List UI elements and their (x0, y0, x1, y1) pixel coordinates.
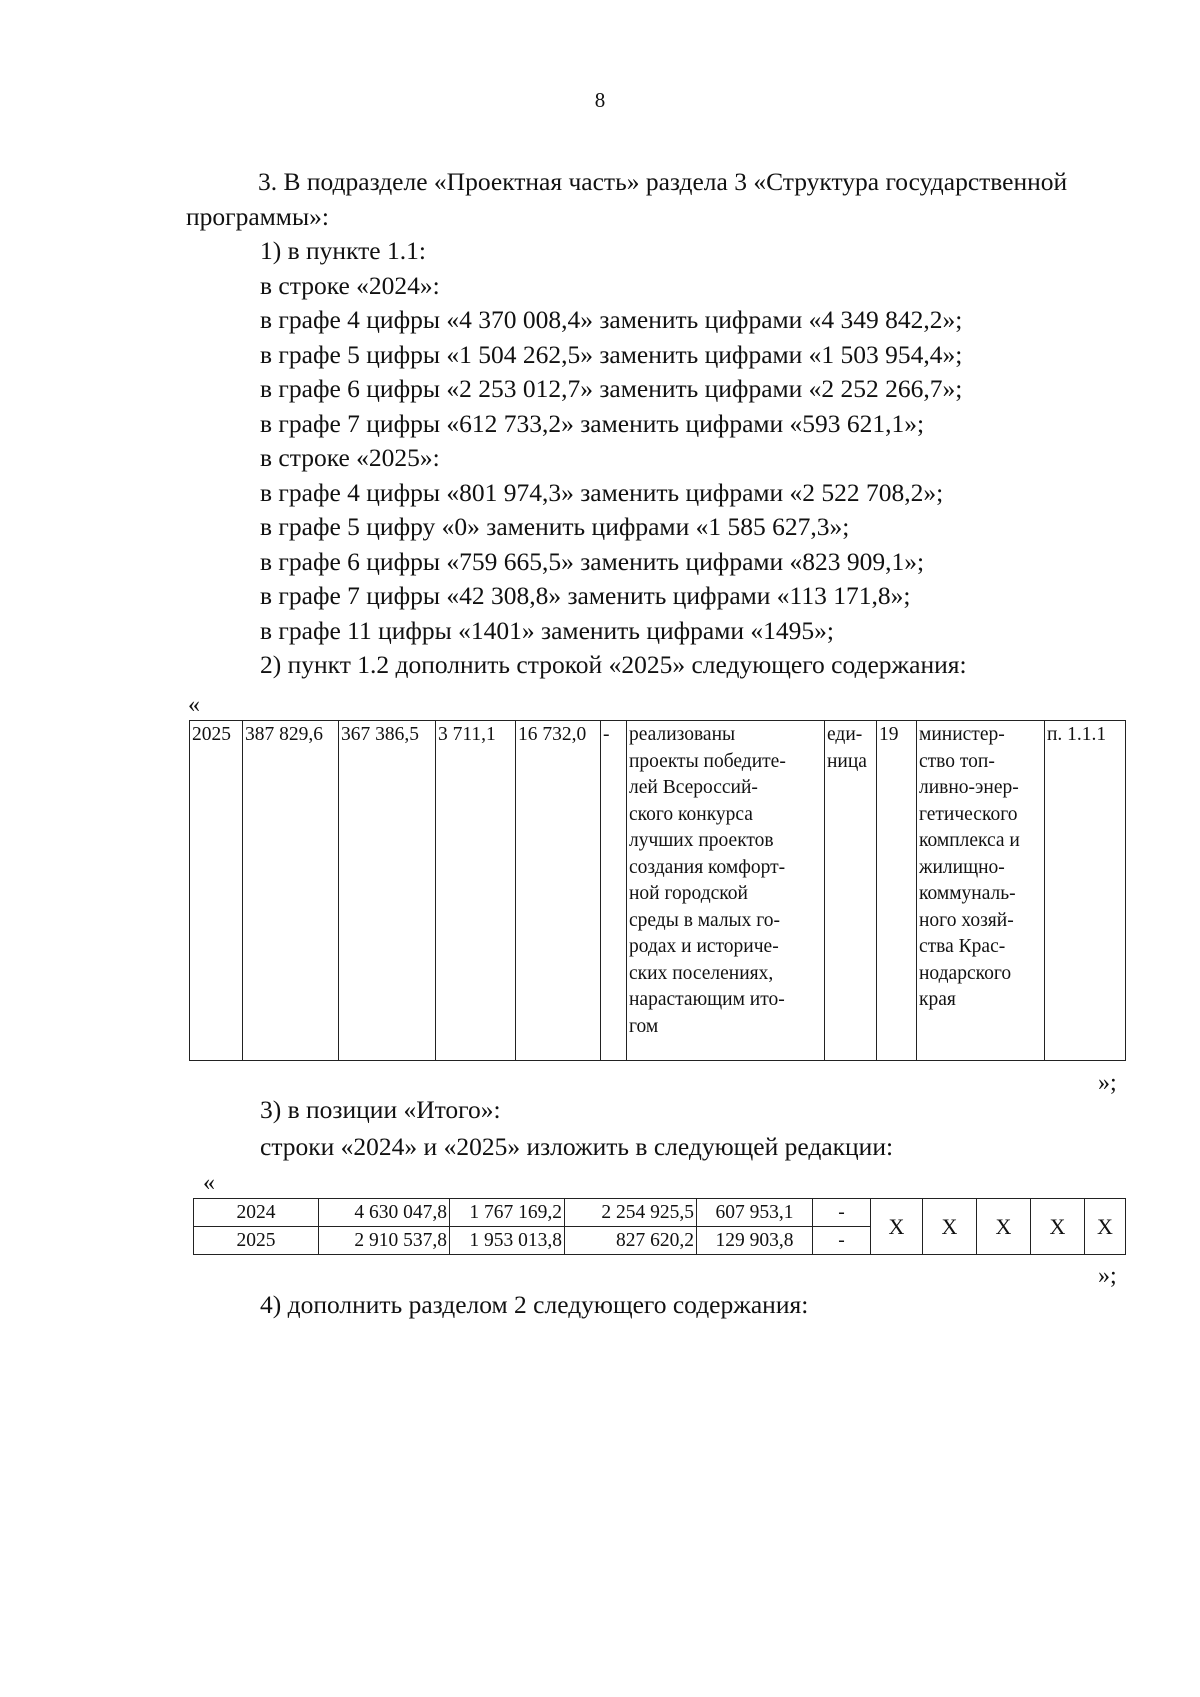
unit-line: еди- (827, 724, 863, 745)
amendment-line: в строке «2024»: (260, 270, 440, 300)
section3-text (186, 165, 1126, 683)
executor-line: комплекса и (919, 830, 1020, 851)
amendment-line: в графе 4 цифры «801 974,3» заменить цифрами «2 522 708,2»; (260, 477, 944, 507)
indicator-line: реализованы (629, 724, 736, 745)
executor-line: ливно-энер- (919, 777, 1019, 798)
cell-federal: 367 386,5 (339, 721, 436, 1061)
amendment-line: 1) в пункте 1.1: (260, 236, 426, 265)
executor-line: жилищно- (919, 856, 1005, 878)
indicator-line: среды в малых го- (629, 909, 781, 931)
totals-regional: 827 620,2 (565, 1227, 697, 1255)
executor-line: коммуналь- (919, 883, 1016, 904)
totals-year: 2024 (194, 1199, 319, 1227)
amendment-line: в графе 6 цифры «2 253 012,7» заменить цифрами «2 252 266,7»; (260, 374, 963, 403)
indicator-line: лучших проектов (629, 830, 774, 851)
amendment-line: в графе 7 цифры «42 308,8» заменить цифрами «113 171,8»; (260, 581, 911, 610)
executor-line: ного хозяй- (919, 909, 1014, 931)
item3-line2: строки «2024» и «2025» изложить в следующей редакции: (260, 1132, 894, 1161)
totals-federal: 1 953 013,8 (450, 1227, 565, 1255)
totals-total: 4 630 047,8 (319, 1199, 450, 1227)
x-mark: X (923, 1199, 977, 1255)
amendment-line: в графе 7 цифры «612 733,2» заменить цифрами «593 621,1»; (260, 408, 925, 438)
amendment-line: в графе 5 цифру «0» заменить цифрами «1 585 627,3»; (260, 512, 850, 541)
indicator-line: создания комфорт- (629, 856, 786, 878)
totals-extra: - (813, 1227, 871, 1255)
amendment-line: в графе 5 цифры «1 504 262,5» заменить цифрами «1 503 954,4»; (260, 339, 963, 369)
totals-regional: 2 254 925,5 (565, 1199, 697, 1227)
opening-quote-totals: « (203, 1170, 215, 1196)
executor-line: края (919, 989, 956, 1010)
totals-total: 2 910 537,8 (319, 1227, 450, 1255)
totals-local: 607 953,1 (697, 1199, 813, 1227)
unit-line: ница (827, 750, 867, 772)
indicator-line: ной городской (629, 883, 748, 904)
x-mark: X (1085, 1199, 1126, 1255)
cell-year: 2025 (190, 721, 243, 1061)
x-mark: X (871, 1199, 923, 1255)
cell-indicator (627, 721, 825, 1061)
cell-reference: п. 1.1.1 (1045, 721, 1126, 1061)
executor-line: ство топ- (919, 750, 995, 772)
totals-table (193, 1198, 1126, 1255)
section3-heading-line2: программы»: (186, 201, 329, 231)
totals-federal: 1 767 169,2 (450, 1199, 565, 1227)
cell-extra: - (601, 721, 627, 1061)
cell-value: 19 (877, 721, 917, 1061)
indicator-line: гом (629, 1015, 659, 1037)
page-number: 8 (594, 88, 606, 112)
indicator-line: ских поселениях, (629, 962, 774, 984)
executor-line: нодарского (919, 962, 1012, 984)
cell-regional: 3 711,1 (436, 721, 516, 1061)
executor-line: ства Крас- (919, 936, 1006, 957)
item3-line1: 3) в позиции «Итого»: (260, 1095, 501, 1124)
totals-extra: - (813, 1199, 871, 1227)
indicator-line: родах и историче- (629, 936, 779, 957)
item4-line: 4) дополнить разделом 2 следующего содержания: (260, 1290, 809, 1319)
cell-executor (917, 721, 1045, 1061)
closing-quote-totals: »; (1098, 1263, 1117, 1289)
amendment-line: в графе 4 цифры «4 370 008,4» заменить цифрами «4 349 842,2»; (260, 305, 963, 334)
amendment-line: в графе 6 цифры «759 665,5» заменить цифрами «823 909,1»; (260, 546, 925, 576)
indicator-line: лей Всероссий- (629, 777, 758, 798)
x-mark: X (977, 1199, 1031, 1255)
amendment-line: в графе 11 цифры «1401» заменить цифрами «1495»; (260, 615, 834, 645)
cell-local: 16 732,0 (516, 721, 601, 1061)
opening-quote: « (188, 692, 200, 718)
row-2025-table (189, 720, 1126, 1061)
indicator-line: проекты победите- (629, 750, 786, 772)
section3-heading-line1: 3. В подразделе «Проектная часть» раздела 3 «Структура государственной (258, 167, 1068, 196)
cell-total: 387 829,6 (243, 721, 339, 1061)
closing-quote: »; (1098, 1070, 1117, 1096)
amendment-line: 2) пункт 1.2 дополнить строкой «2025» следующего содержания: (260, 650, 967, 679)
totals-year: 2025 (194, 1227, 319, 1255)
executor-line: гетического (919, 803, 1018, 825)
cell-unit (825, 721, 877, 1061)
indicator-line: нарастающим ито- (629, 989, 785, 1010)
indicator-line: ского конкурса (629, 803, 753, 825)
totals-local: 129 903,8 (697, 1227, 813, 1255)
x-mark: X (1031, 1199, 1085, 1255)
amendment-line: в строке «2025»: (260, 443, 440, 472)
executor-line: министер- (919, 724, 1005, 745)
